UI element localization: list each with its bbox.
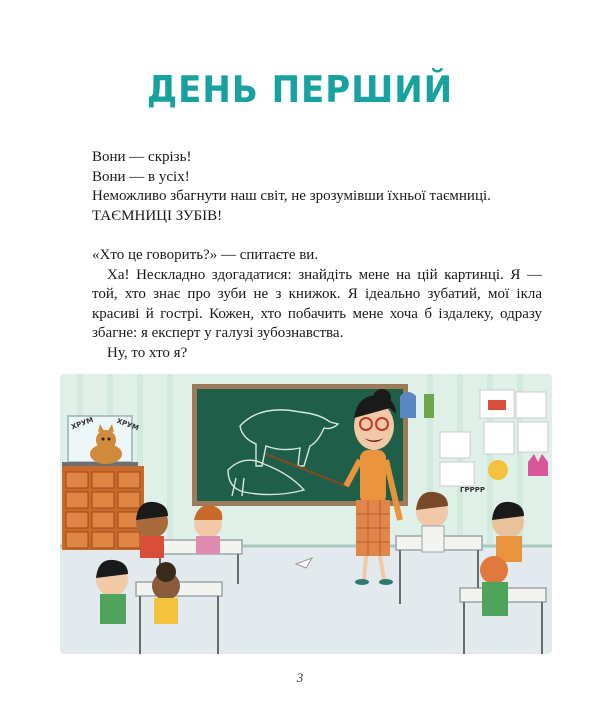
- page-number: 3: [296, 670, 304, 685]
- glass-case: [62, 416, 140, 466]
- drawer-cabinet: [62, 466, 144, 550]
- intro-text: [92, 148, 542, 226]
- paragraph: Вони — в усіх!: [92, 168, 190, 185]
- paragraph: «Хто це говорить?» — спитаєте ви.: [92, 247, 319, 263]
- chapter-title: ДЕНЬ ПЕРШИЙ: [146, 68, 454, 112]
- sound-word: ХРУМ: [115, 416, 140, 433]
- paragraph: Неможливо збагнути наш світ, не зрозумівши їхньої таємниці.: [92, 188, 491, 204]
- sound-word: ХРУМ: [70, 415, 95, 432]
- classroom-scene: [60, 374, 552, 654]
- paragraph: ТАЄМНИЦІ ЗУБІВ!: [92, 207, 223, 224]
- paragraph: Ну, то хто я?: [107, 344, 188, 361]
- classroom-illustration: [60, 374, 552, 654]
- paragraph: Ха! Нескладно здогадатися: знайдіть мене на цій картинці. Я — той, хто знає про зуби не з книжок. Я ідеально зубатий, мої ікла красиві й гострі. Кожен, хто побачить мене хоча б іздалеку, одразу збагне: я експерт у галузі зубознавства.: [92, 266, 542, 341]
- paragraph: Вони — скрізь!: [92, 149, 192, 165]
- sound-word: ГРРРР: [460, 486, 485, 494]
- dialogue-text: [92, 246, 542, 363]
